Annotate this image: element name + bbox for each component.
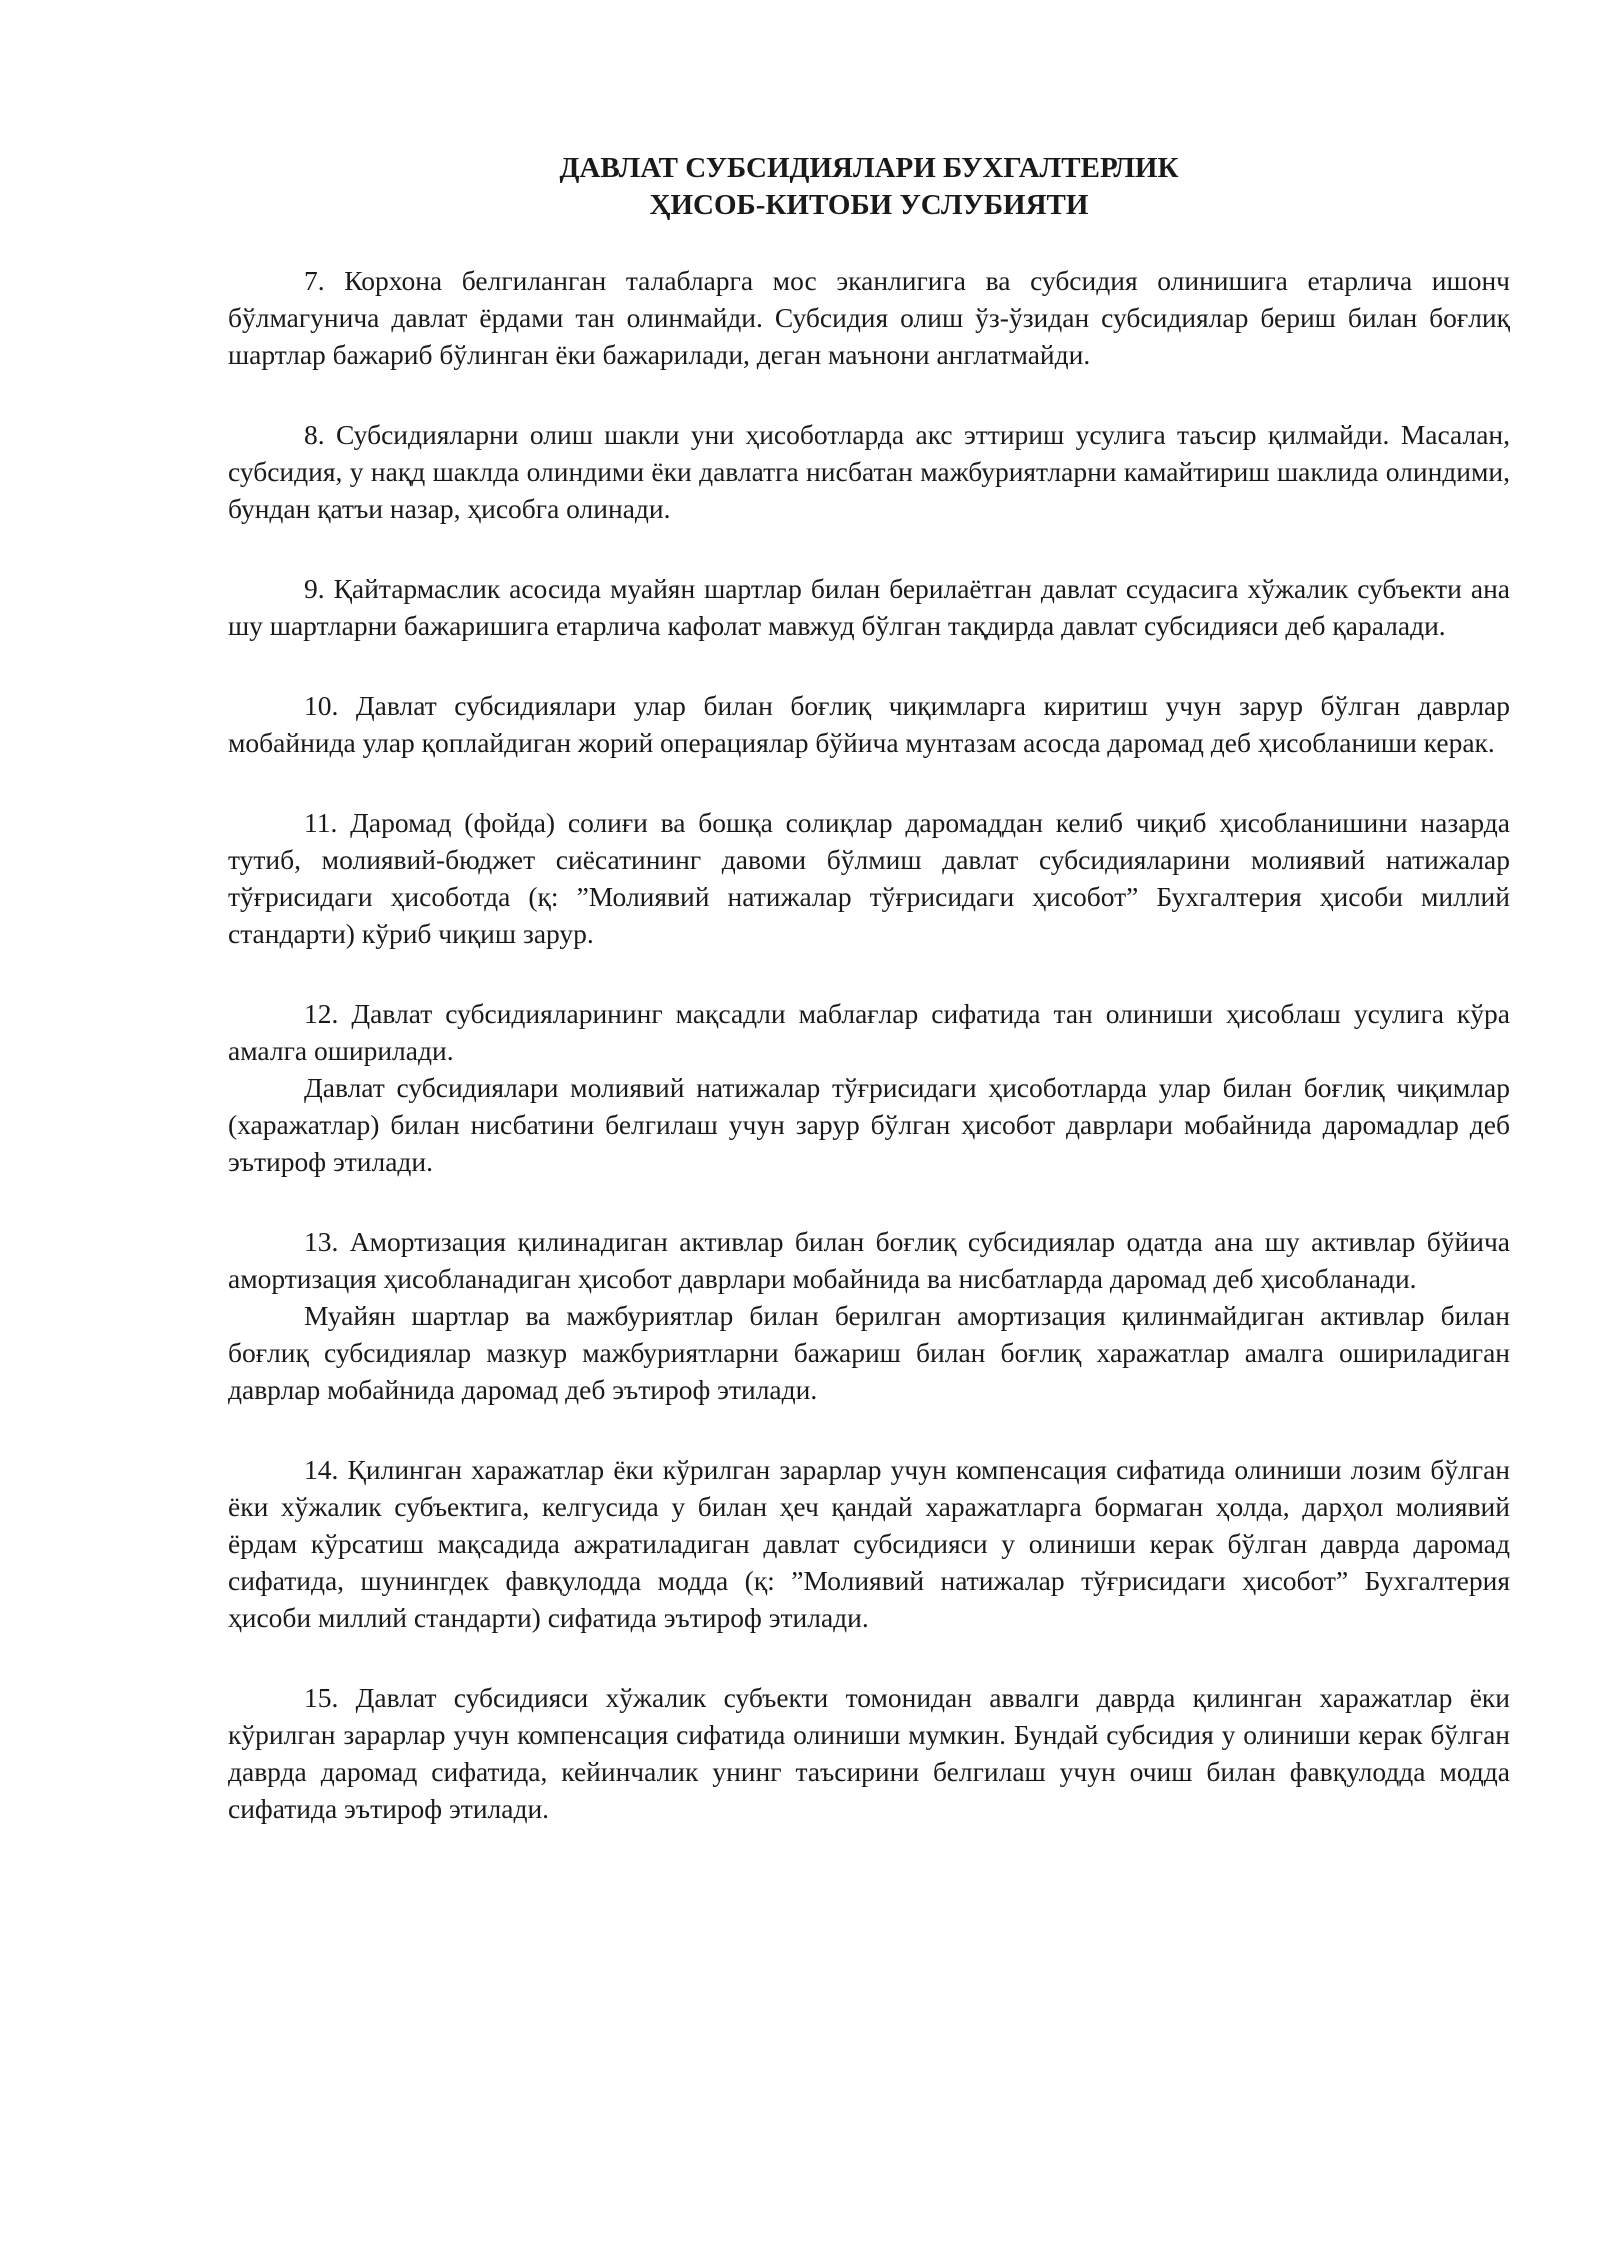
section-0 [228,262,1510,373]
paragraph: 14. Қилинган харажатлар ёки кўрилган зарарлар учун компенсация сифатида олиниши лозим бўлган ёки хўжалик субъектига, келгусида у билан ҳеч қандай харажатларга бормаган ҳолда, дарҳол молиявий ёрдам кўрсатиш мақсадида ажратиладиган давлат субсидияси у олиниши керак бўлган даврда даромад сифатида, шунингдек фавқулодда модда (қ: ”Молиявий натижалар тўғрисидаги ҳисобот” Бухгалтерия ҳисоби миллий стандарти) сифатида эътироф этилади. [228,1454,1510,1633]
document-body [228,262,1510,1827]
section-6 [228,1223,1510,1408]
document-title [228,150,1510,224]
section-4 [228,804,1510,952]
section-5 [228,995,1510,1180]
document-page [228,150,1510,1870]
paragraph: 7. Корхона белгиланган талабларга мос эканлигига ва субсидия олинишига етарлича ишонч бўлмагунича давлат ёрдами тан олинмайди. Субсидия олиш ўз-ўзидан субсидиялар бериш билан боғлиқ шартлар бажариб бўлинган ёки бажарилади, деган маънони англатмайди. [228,265,1510,370]
paragraph: 11. Даромад (фойда) солиғи ва бошқа солиқлар даромаддан келиб чиқиб ҳисобланишини назарда тутиб, молиявий-бюджет сиёсатининг давоми бўлмиш давлат субсидияларини молиявий натижалар тўғрисидаги ҳисоботда (қ: ”Молиявий натижалар тўғрисидаги ҳисобот” Бухгалтерия ҳисоби миллий стандарти) кўриб чиқиш зарур. [228,807,1510,949]
section-2 [228,570,1510,644]
section-3 [228,687,1510,761]
section-7 [228,1451,1510,1636]
paragraph: 12. Давлат субсидияларининг мақсадли маблағлар сифатида тан олиниши ҳисоблаш усулига кўра амалга оширилади. [228,998,1510,1066]
title-line-1: ДАВЛАТ СУБСИДИЯЛАРИ БУХГАЛТЕРЛИК [559,152,1179,184]
paragraph: 13. Амортизация қилинадиган активлар билан боғлиқ субсидиялар одатда ана шу активлар бўйича амортизация ҳисобланадиган ҳисобот даврлари мобайнида ва нисбатларда даромад деб ҳисобланади. [228,1226,1510,1294]
section-8 [228,1679,1510,1827]
paragraph: 9. Қайтармаслик асосида муайян шартлар билан берилаётган давлат ссудасига хўжалик субъекти ана шу шартларни бажаришига етарлича кафолат мавжуд бўлган тақдирда давлат субсидияси деб қаралади. [228,573,1510,641]
section-1 [228,416,1510,527]
paragraph: Давлат субсидиялари молиявий натижалар тўғрисидаги ҳисоботларда улар билан боғлиқ чиқимлар (харажатлар) билан нисбатини белгилаш учун зарур бўлган ҳисобот даврлари мобайнида даромадлар деб эътироф этилади. [228,1072,1510,1177]
paragraph: 15. Давлат субсидияси хўжалик субъекти томонидан аввалги даврда қилинган харажатлар ёки кўрилган зарарлар учун компенсация сифатида олиниши мумкин. Бундай субсидия у олиниши керак бўлган даврда даромад сифатида, кейинчалик унинг таъсирини белгилаш учун очиш билан фавқулодда модда сифатида эътироф этилади. [228,1682,1510,1824]
paragraph: Муайян шартлар ва мажбуриятлар билан берилган амортизация қилинмайдиган активлар билан боғлиқ субсидиялар мазкур мажбуриятларни бажариш билан боғлиқ харажатлар амалга ошириладиган даврлар мобайнида даромад деб эътироф этилади. [228,1300,1510,1405]
paragraph: 10. Давлат субсидиялари улар билан боғлиқ чиқимларга киритиш учун зарур бўлган даврлар мобайнида улар қоплайдиган жорий операциялар бўйича мунтазам асосда даромад деб ҳисобланиши керак. [228,690,1510,758]
title-line-2: ҲИСОБ-КИТОБИ УСЛУБИЯТИ [649,189,1089,221]
paragraph: 8. Субсидияларни олиш шакли уни ҳисоботларда акс эттириш усулига таъсир қилмайди. Масалан, субсидия, у нақд шаклда олиндими ёки давлатга нисбатан мажбуриятларни камайтириш шаклида олиндими, бундан қатъи назар, ҳисобга олинади. [228,419,1510,524]
